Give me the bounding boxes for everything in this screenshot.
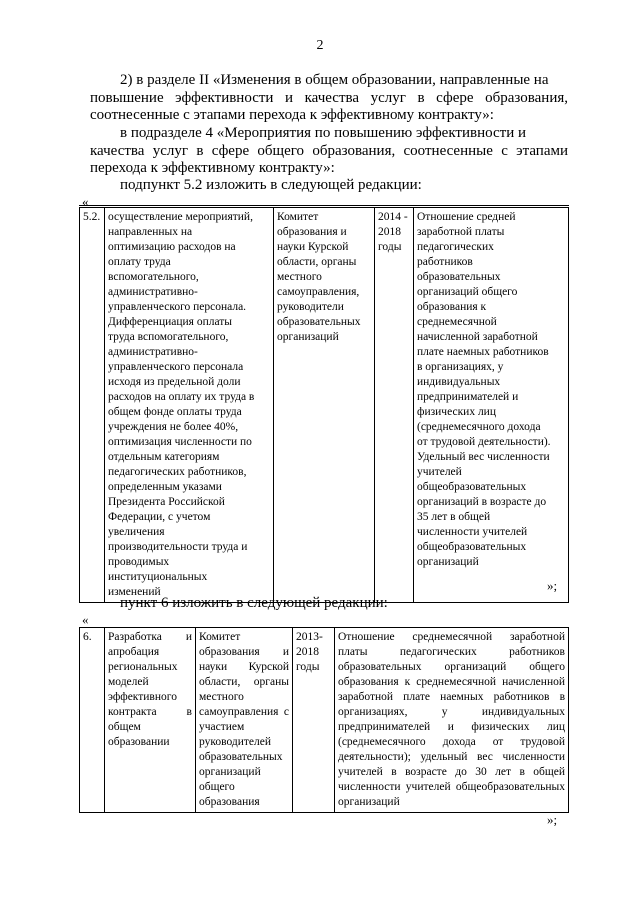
closing-quote: »; — [547, 812, 558, 827]
cell-organization: Комитет образования и науки Курской области, органы местного самоуправления, руководители образовательных организаций — [274, 207, 375, 603]
paragraph-subsection-4 — [90, 125, 568, 178]
table-item-6 — [79, 627, 569, 813]
cell-number: 6. — [80, 628, 105, 813]
cell-number: 5.2. — [80, 207, 105, 603]
cell-result: Отношение средней заработной платы педагогических работников образовательных организаций общего образования к среднемесячной начисленной заработной плате наемных работников в организациях, у индивидуальных предпринимателей и физических лиц (среднемесячного дохода от трудовой деятельности). Удельный вес численности учителей общеобразовательных организаций в возрасте до 35 лет в общей численности учителей общеобразовательных организаций — [414, 207, 569, 603]
paragraph-line: в подразделе 4 «Мероприятия по повышению эффективности и — [120, 125, 527, 141]
paragraph-item-6: пункт 6 изложить в следующей редакции: — [120, 595, 388, 611]
cell-term: 2014 - 2018 годы — [375, 207, 414, 603]
table-row — [80, 207, 569, 603]
opening-quote: « — [82, 612, 89, 627]
cell-result: Отношение среднемесячной заработной платы педагогических работников образовательных организаций общего образования к среднемесячной начисленной заработной плате наемных работников в организациях, у индивидуальных предпринимателей и физических лиц (среднемесячного дохода от трудовой деятельности); удельный вес численности учителей в возрасте до 30 лет в общей численности учителей общеобразовательных организаций — [335, 628, 569, 813]
cell-organization: Комитет образования и науки Курской области, органы местного самоуправления с участием руководителей образовательных организаций общего образования — [196, 628, 293, 813]
paragraph-line: 2) в разделе II «Изменения в общем образовании, направленные на — [120, 72, 549, 88]
paragraph-section-ii — [90, 72, 568, 125]
table-row — [80, 628, 569, 813]
paragraph-continuation: повышение эффективности и качества услуг в сфере образования, соотнесенные с этапами перехода к эффективному контракту»: — [90, 89, 568, 123]
paragraph-subitem-5-2: подпункт 5.2 изложить в следующей редакции: — [120, 177, 422, 193]
paragraph-continuation: качества услуг в сфере общего образования, соотнесенные с этапами перехода к эффективному контракту»: — [90, 142, 568, 176]
closing-quote: »; — [547, 578, 558, 593]
page-number: 2 — [316, 38, 324, 53]
cell-action: Разработка и апробация региональных моделей эффективного контракта в общем образовании — [105, 628, 196, 813]
cell-action: осуществление мероприятий, направленных на оптимизацию расходов на оплату труда вспомогательного, административно- управленческого персонала. Дифференциация оплаты труда вспомогательного, административно- управленческого персонала исходя из предельной доли расходов на оплату их труда в общем фонде оплаты труда учреждения не более 40%, оптимизация численности по отдельным категориям педагогических работников, определенным указами Президента Российской Федерации, с учетом увеличения производительности труда и проводимых институциональных изменений — [105, 207, 274, 603]
opening-quote: « — [82, 194, 89, 209]
cell-term: 2013- 2018 годы — [293, 628, 335, 813]
table-subitem-5-2 — [79, 205, 569, 603]
